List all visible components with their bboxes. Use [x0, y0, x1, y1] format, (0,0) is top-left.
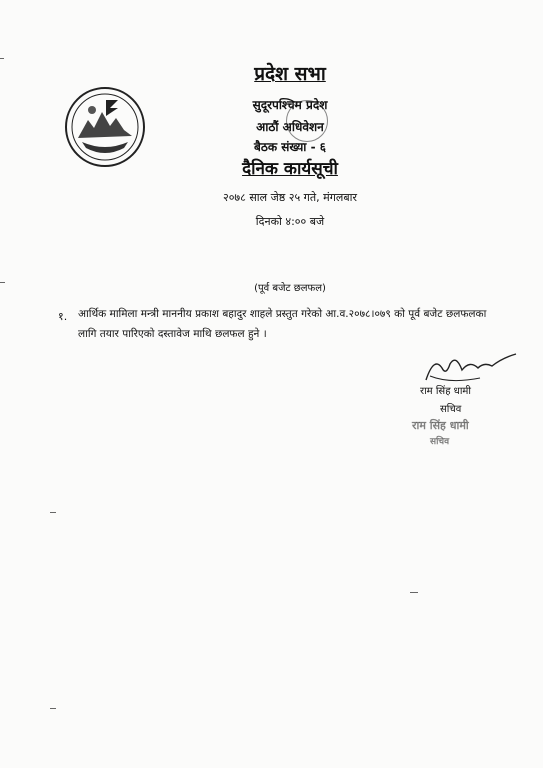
stamp-signatory-title: सचिव — [430, 437, 450, 447]
scan-mark — [50, 708, 56, 709]
scan-mark — [50, 512, 56, 513]
scan-mark — [0, 58, 4, 59]
government-emblem-icon — [64, 86, 146, 168]
signatory-title: सचिव — [440, 404, 462, 415]
page-title: प्रदेश सभा — [254, 63, 326, 85]
agenda-item-text: आर्थिक मामिला मन्त्री माननीय प्रकाश बहादुर शाहले प्रस्तुत गरेको आ.व.२०७८।०७९ को पूर्व बजेट छलफलका लागि तयार पारिएको दस्तावेज माथि छलफल हुने । — [78, 308, 487, 340]
agenda-time: दिनको ४:०० बजे — [255, 215, 325, 228]
scan-mark — [0, 282, 5, 283]
scan-mark — [410, 592, 418, 593]
section-title: (पूर्व बजेट छलफल) — [254, 283, 326, 294]
province-name: सुदूरपश्चिम प्रदेश — [252, 98, 328, 112]
signatory-name: राम सिंह धामी — [420, 386, 471, 397]
meeting-number: बैठक संख्या - ६ — [254, 140, 326, 154]
session-label: आठौं अधिवेशन — [256, 120, 324, 134]
office-stamp-icon — [286, 100, 328, 142]
agenda-date: २०७८ साल जेष्ठ २५ गते, मंगलबार — [222, 191, 357, 204]
agenda-item-number: १. — [58, 310, 68, 323]
signature-icon — [420, 350, 520, 386]
agenda-title: दैनिक कार्यसूची — [242, 159, 338, 179]
stamp-signatory-name: राम सिंह धामी — [412, 419, 469, 432]
